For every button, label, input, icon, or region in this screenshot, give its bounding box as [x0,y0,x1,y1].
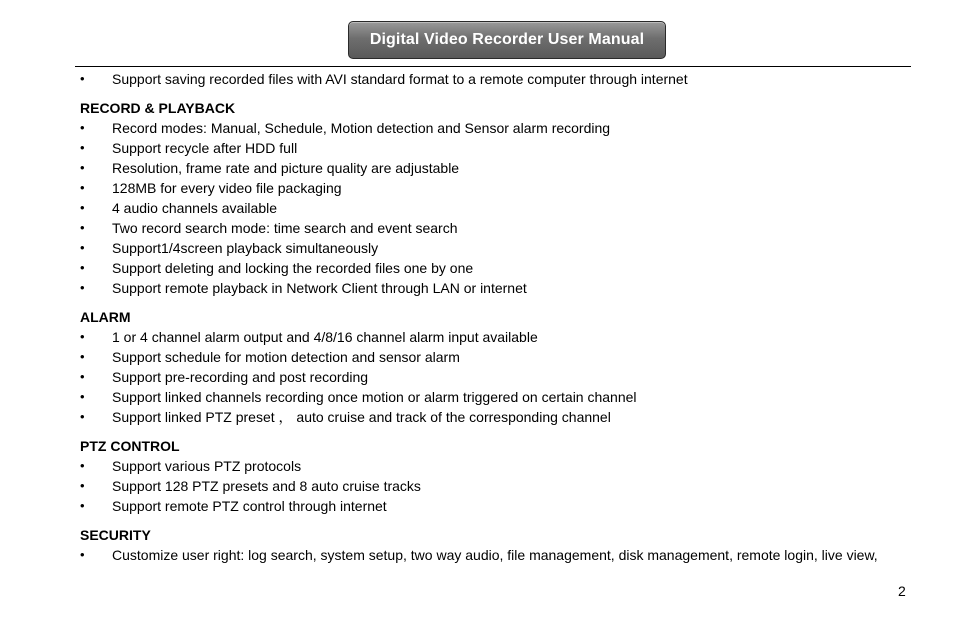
bullet-icon: • [80,180,85,195]
list-item-text: Support 128 PTZ presets and 8 auto cruise tracks [112,478,421,494]
bullet-icon: • [80,409,85,424]
list-item [80,178,920,198]
list-item [80,258,920,278]
bullet-icon: • [80,547,85,562]
list-item [80,69,920,89]
list-item-text: Support remote playback in Network Client through LAN or internet [112,280,527,296]
list-item-text: Record modes: Manual, Schedule, Motion detection and Sensor alarm recording [112,120,611,136]
list-item-text: Support remote PTZ control through internet [112,498,387,514]
bullet-icon: • [80,329,85,344]
bullet-icon: • [80,498,85,513]
list-item-text: Support linked channels recording once motion or alarm triggered on certain channel [112,389,637,405]
list-item-text: 4 audio channels available [112,200,278,216]
list-item-text: 128MB for every video file packaging [112,180,342,196]
list-item-text: Support1/4screen playback simultaneously [112,240,379,256]
list-item-text: Support recycle after HDD full [112,140,298,156]
bullet-icon: • [80,389,85,404]
bullet-icon: • [80,71,85,86]
section-heading-record-playback: RECORD & PLAYBACK [80,100,236,116]
bullet-icon: • [80,240,85,255]
list-item [80,456,920,476]
page-number: 2 [898,583,906,599]
section-heading-ptz-control: PTZ CONTROL [80,438,180,454]
header-divider [75,66,911,67]
list-item-text: Support linked PTZ preset ， auto cruise and track of the corresponding channel [112,409,611,425]
list-item-text: 1 or 4 channel alarm output and 4/8/16 channel alarm input available [112,329,538,345]
bullet-icon: • [80,160,85,175]
list-item-text: Resolution, frame rate and picture quality are adjustable [112,160,460,176]
bullet-icon: • [80,120,85,135]
list-item [80,278,920,298]
list-item-text: Customize user right: log search, system setup, two way audio, file management, disk management, remote login, live view, [112,547,878,563]
bullet-icon: • [80,349,85,364]
list-item-text: Support various PTZ protocols [112,458,302,474]
list-item-text: Support deleting and locking the recorded files one by one [112,260,474,276]
list-item [80,407,920,427]
list-item-text: Support pre-recording and post recording [112,369,369,385]
section-heading-security: SECURITY [80,527,151,543]
bullet-icon: • [80,369,85,384]
document-title: Digital Video Recorder User Manual [369,31,645,48]
bullet-icon: • [80,220,85,235]
list-item [80,198,920,218]
list-item [80,367,920,387]
bullet-icon: • [80,280,85,295]
list-item [80,238,920,258]
list-item [80,158,920,178]
list-item [80,327,920,347]
bullet-icon: • [80,458,85,473]
bullet-icon: • [80,140,85,155]
bullet-icon: • [80,200,85,215]
list-item [80,387,920,407]
list-item-text: Support saving recorded files with AVI standard format to a remote computer through internet [112,71,688,87]
bullet-icon: • [80,478,85,493]
list-item [80,218,920,238]
document-header-badge [348,21,666,59]
list-item [80,118,920,138]
section-heading-alarm: ALARM [80,309,131,325]
list-item [80,545,920,565]
list-item [80,496,920,516]
list-item-text: Two record search mode: time search and event search [112,220,458,236]
bullet-icon: • [80,260,85,275]
list-item-text: Support schedule for motion detection and sensor alarm [112,349,460,365]
document-body [80,69,920,565]
list-item [80,138,920,158]
list-item [80,476,920,496]
list-item [80,347,920,367]
